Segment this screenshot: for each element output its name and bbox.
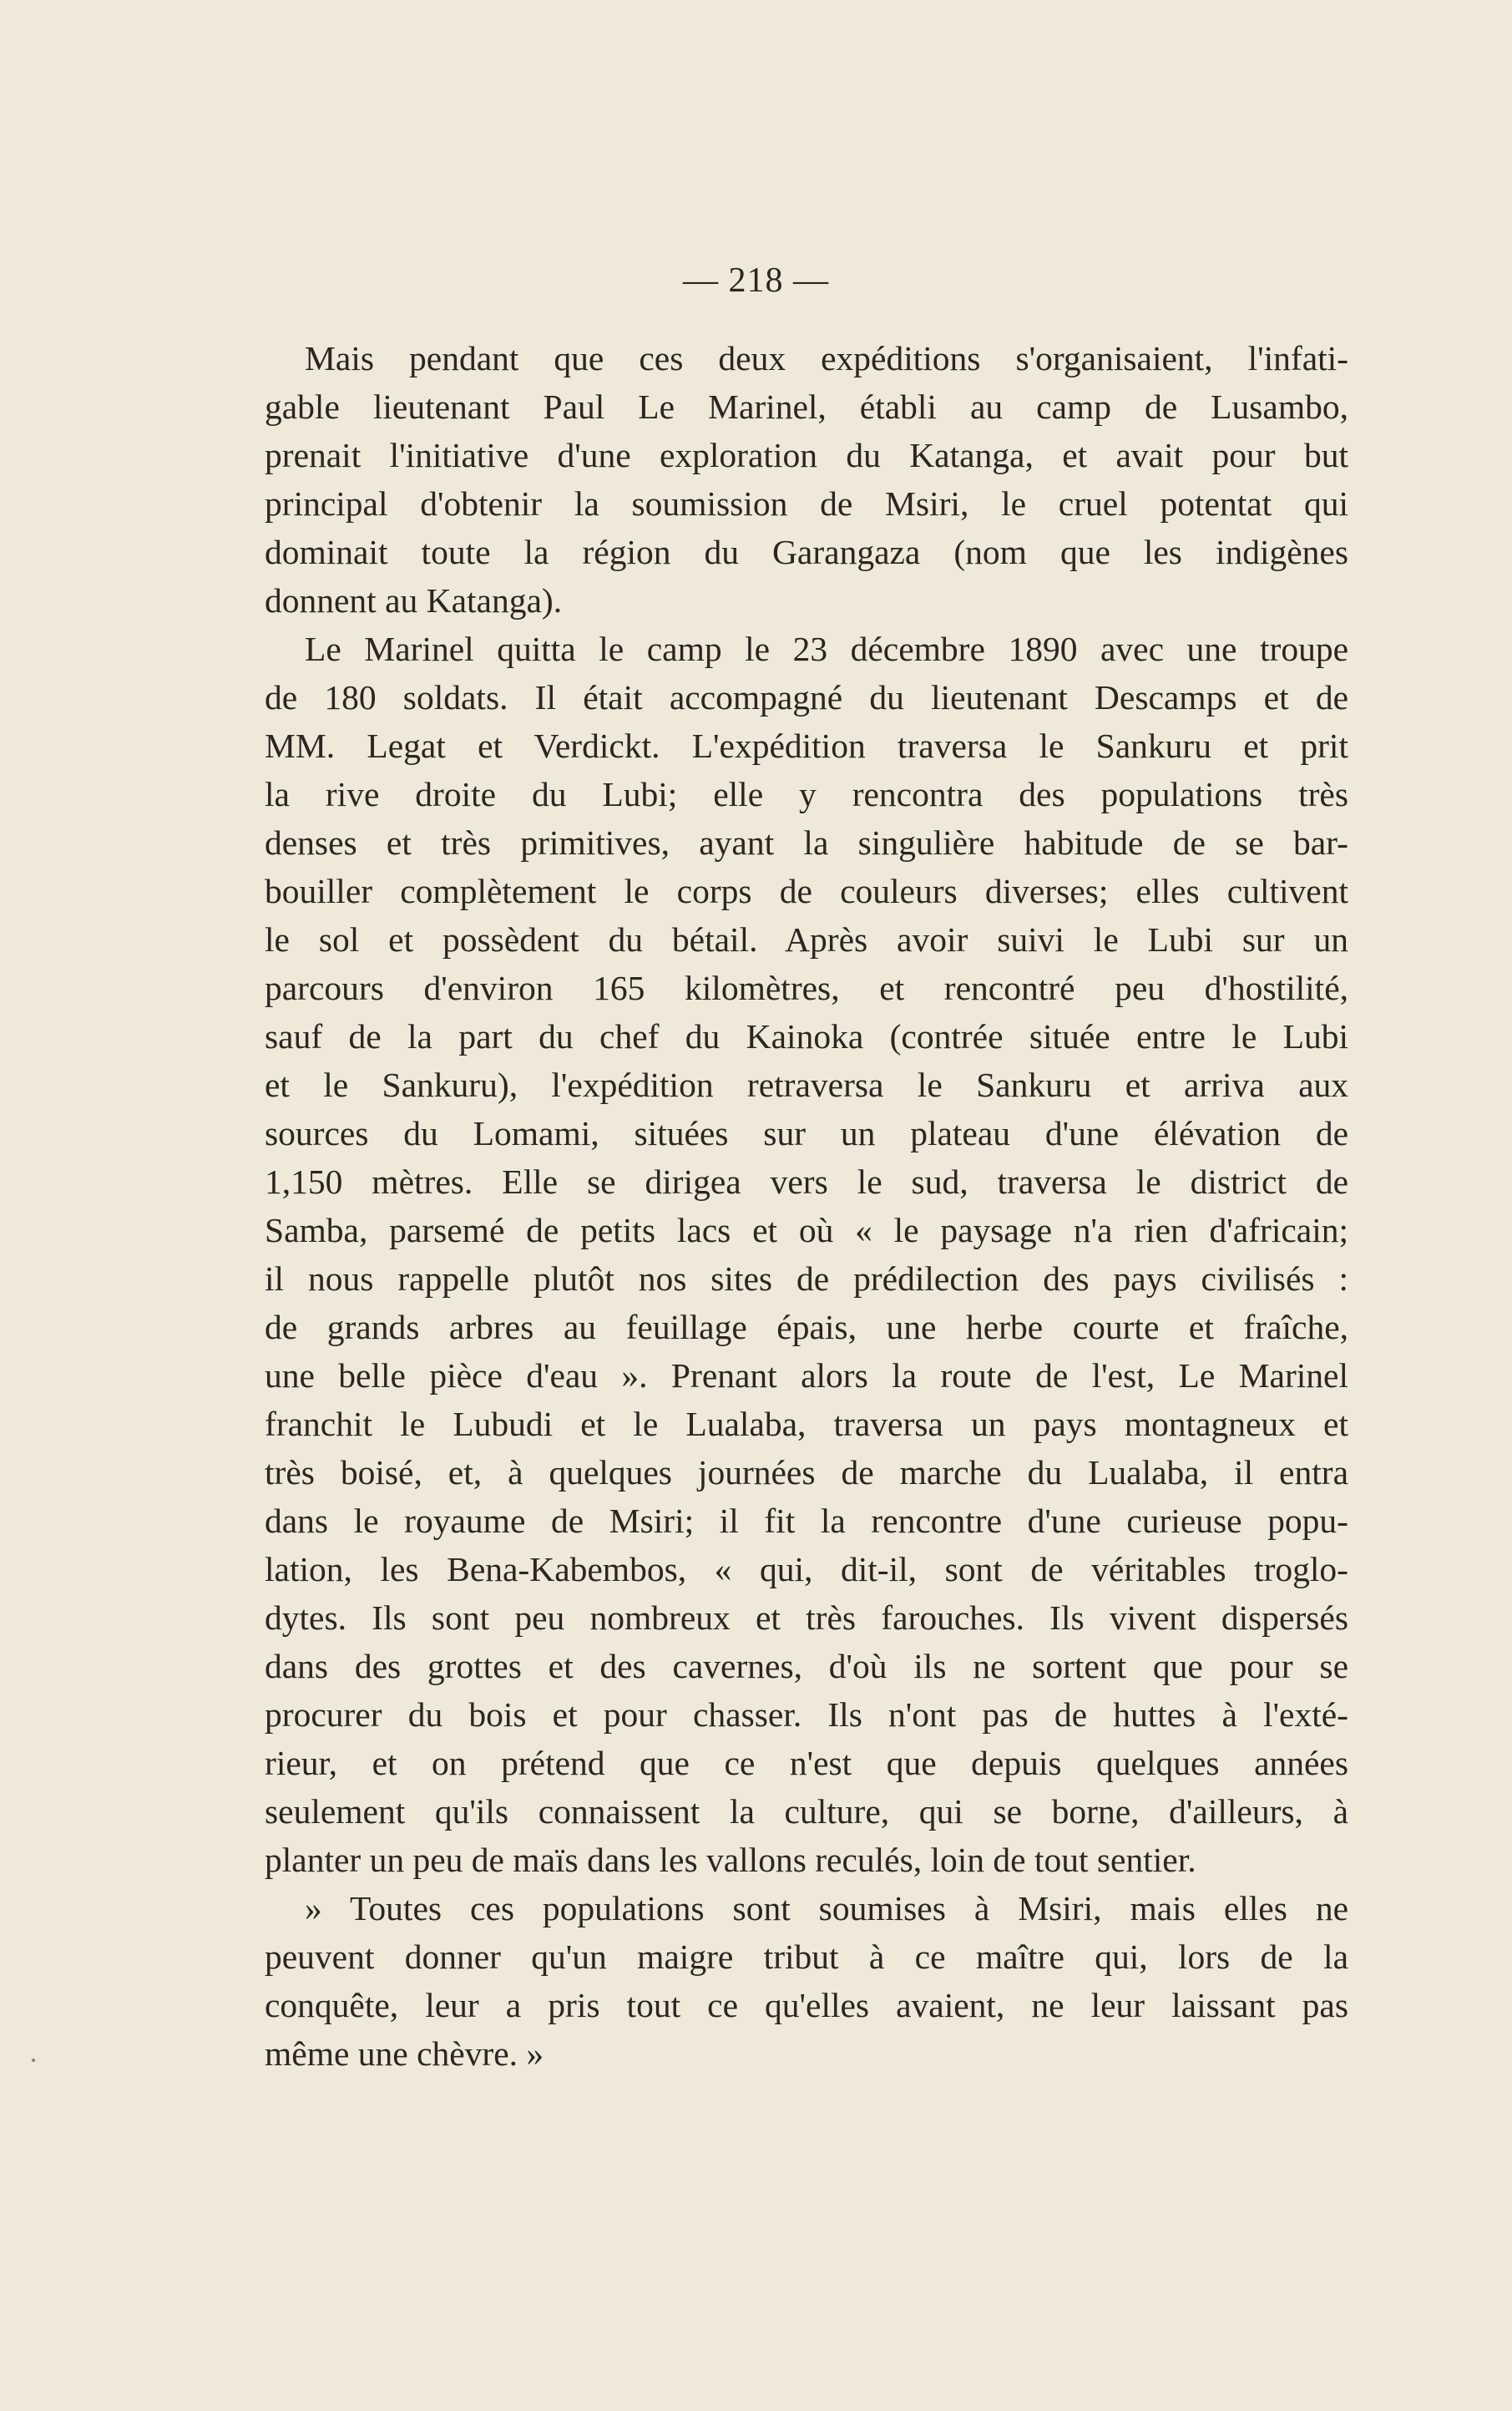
paper-speck — [32, 2059, 35, 2062]
text-line: gable lieutenant Paul Le Marinel, établi au camp de Lusambo, — [265, 387, 1348, 426]
text-line: et le Sankuru), l'expédition retraversa le Sankuru et arriva aux — [265, 1066, 1348, 1104]
text-line: denses et très primitives, ayant la singulière habitude de se bar- — [265, 823, 1348, 862]
text-line: dominait toute la région du Garangaza (nom que les indigènes — [265, 533, 1348, 571]
text-line: sources du Lomami, situées sur un plateau d'une élévation de — [265, 1114, 1348, 1152]
text-line: bouiller complètement le corps de couleurs diverses; elles cultivent — [265, 872, 1348, 910]
text-line: de grands arbres au feuillage épais, une herbe courte et fraîche, — [265, 1308, 1348, 1346]
text-line: le sol et possèdent du bétail. Après avoir suivi le Lubi sur un — [265, 920, 1348, 959]
text-line: rieur, et on prétend que ce n'est que depuis quelques années — [265, 1744, 1348, 1782]
text-line: lation, les Bena-Kabembos, « qui, dit-il, sont de véritables troglo- — [265, 1550, 1348, 1588]
text-line: la rive droite du Lubi; elle y rencontra des populations très — [265, 775, 1348, 813]
page-number: — 218 — — [683, 261, 829, 300]
text-line: très boisé, et, à quelques journées de marche du Lualaba, il entra — [265, 1453, 1348, 1492]
text-line: sauf de la part du chef du Kainoka (contrée située entre le Lubi — [265, 1017, 1348, 1056]
text-line: » Toutes ces populations sont soumises à Msiri, mais elles ne — [305, 1889, 1348, 1927]
text-line: même une chèvre. » — [265, 2034, 544, 2073]
text-line: parcours d'environ 165 kilomètres, et rencontré peu d'hostilité, — [265, 969, 1348, 1007]
text-line: Le Marinel quitta le camp le 23 décembre 1890 avec une troupe — [305, 630, 1348, 668]
text-line: Mais pendant que ces deux expéditions s'organisaient, l'infati- — [305, 339, 1348, 377]
text-line: principal d'obtenir la soumission de Msiri, le cruel potentat qui — [265, 484, 1348, 523]
text-line: dytes. Ils sont peu nombreux et très farouches. Ils vivent dispersés — [265, 1598, 1348, 1637]
text-line: procurer du bois et pour chasser. Ils n'ont pas de huttes à l'exté- — [265, 1695, 1348, 1734]
text-line: prenait l'initiative d'une exploration du Katanga, et avait pour but — [265, 436, 1348, 474]
text-line: donnent au Katanga). — [265, 581, 563, 620]
text-line: Samba, parsemé de petits lacs et où « le paysage n'a rien d'africain; — [265, 1211, 1348, 1249]
text-line: une belle pièce d'eau ». Prenant alors la route de l'est, Le Marinel — [265, 1356, 1348, 1395]
text-line: seulement qu'ils connaissent la culture, qui se borne, d'ailleurs, à — [265, 1792, 1348, 1831]
text-line: conquête, leur a pris tout ce qu'elles avaient, ne leur laissant pas — [265, 1986, 1348, 2024]
text-line: de 180 soldats. Il était accompagné du lieutenant Descamps et de — [265, 678, 1348, 717]
text-line: franchit le Lubudi et le Lualaba, traversa un pays montagneux et — [265, 1405, 1348, 1443]
text-line: MM. Legat et Verdickt. L'expédition traversa le Sankuru et prit — [265, 727, 1348, 765]
text-line: planter un peu de maïs dans les vallons reculés, loin de tout sentier. — [265, 1841, 1196, 1879]
body-text — [265, 334, 1348, 2078]
text-line: dans le royaume de Msiri; il fit la rencontre d'une curieuse popu- — [265, 1502, 1348, 1540]
text-line: dans des grottes et des cavernes, d'où ils ne sortent que pour se — [265, 1647, 1348, 1685]
text-line: 1,150 mètres. Elle se dirigea vers le sud, traversa le district de — [265, 1162, 1348, 1201]
text-line: peuvent donner qu'un maigre tribut à ce maître qui, lors de la — [265, 1937, 1348, 1976]
text-line: il nous rappelle plutôt nos sites de prédilection des pays civilisés : — [265, 1259, 1348, 1298]
